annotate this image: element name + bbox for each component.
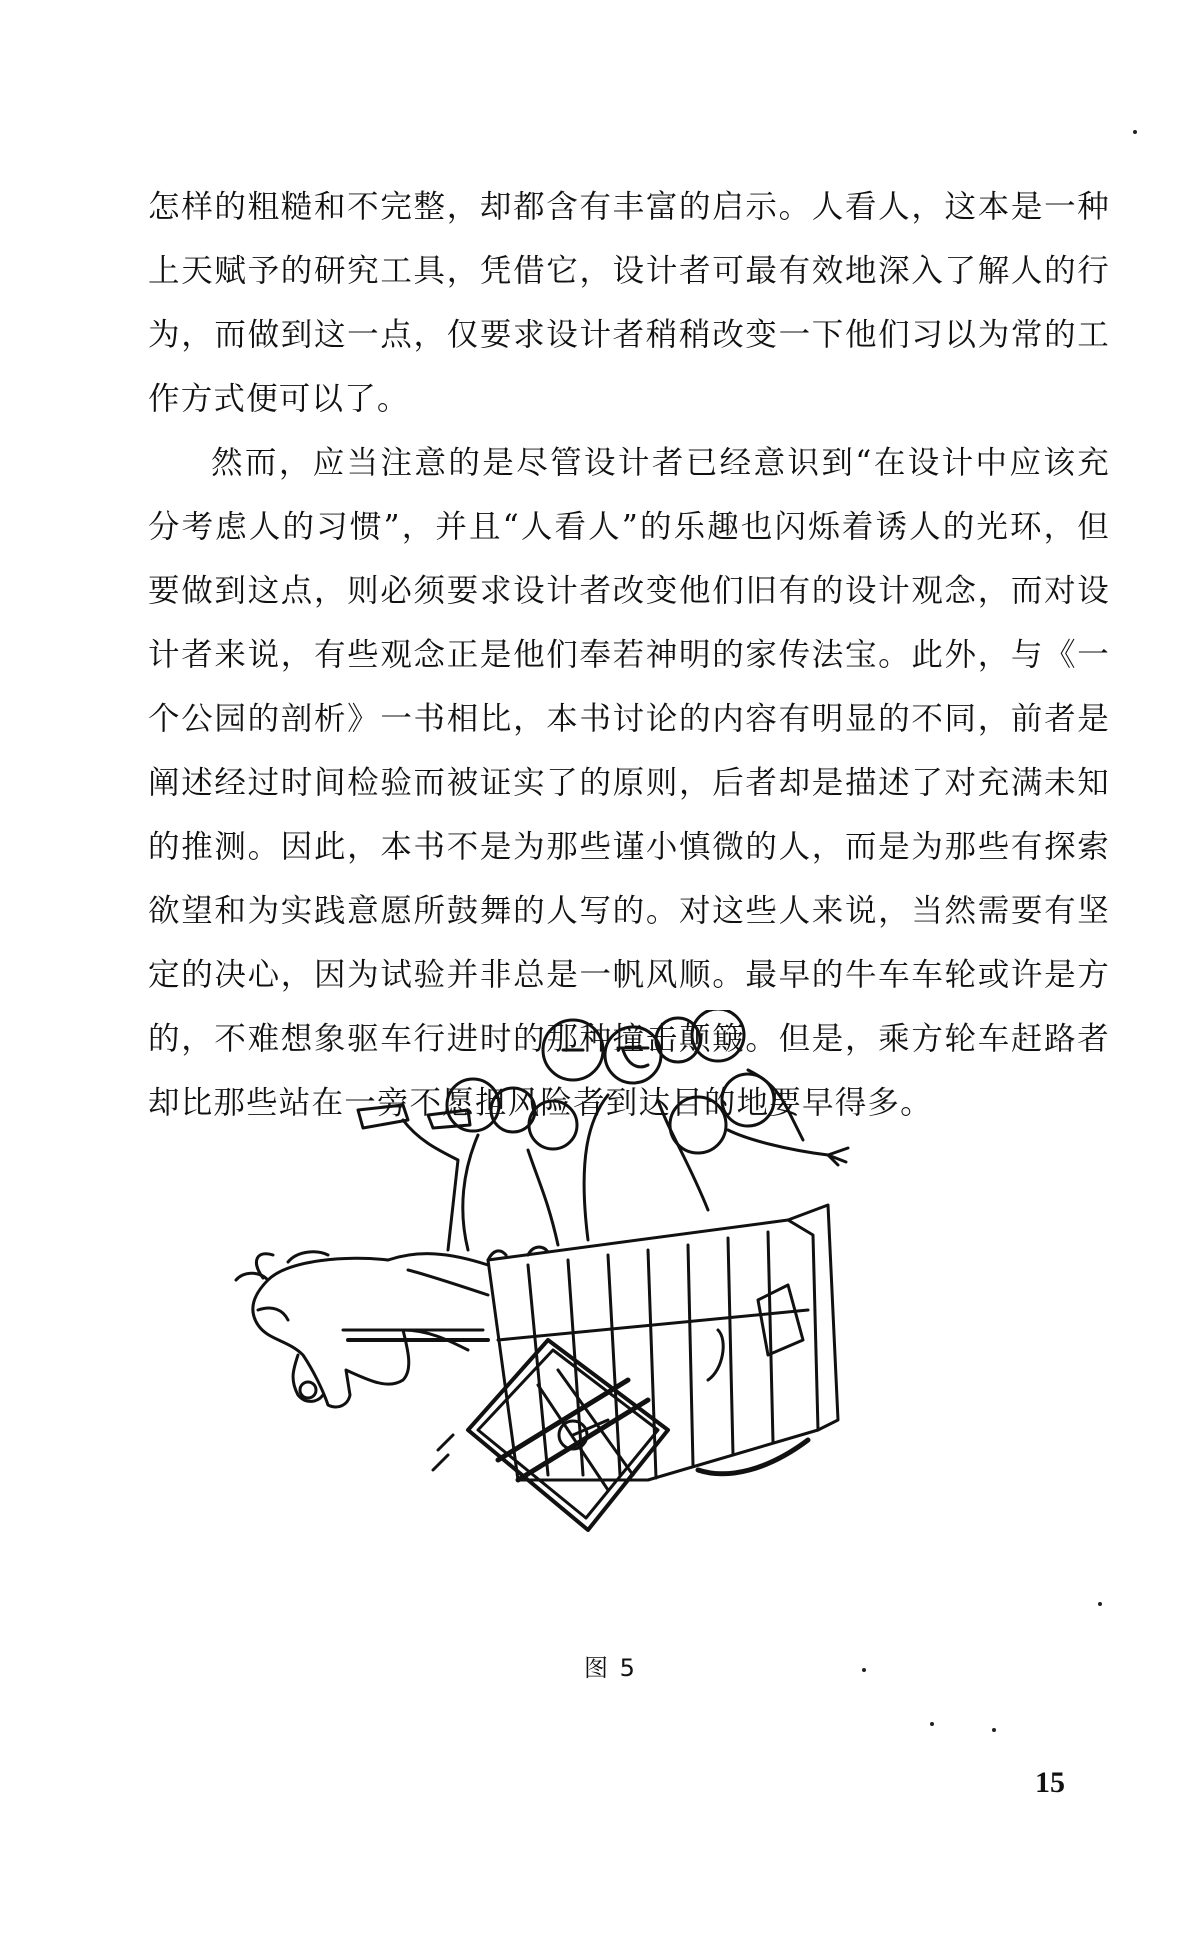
scan-speck bbox=[992, 1728, 996, 1732]
ox-figure bbox=[236, 1252, 488, 1407]
scan-speck bbox=[1133, 130, 1137, 134]
figure-caption: 图 5 bbox=[584, 1654, 637, 1682]
scan-speck bbox=[1098, 1602, 1102, 1606]
body-text bbox=[148, 175, 1110, 1135]
scan-speck bbox=[862, 1668, 866, 1672]
paragraph-main: 然而，应当注意的是尽管设计者已经意识到“在设计中应该充分考虑人的习惯”，并且“人看人”的乐趣也闪烁着诱人的光环，但要做到这点，则必须要求设计者改变他们旧有的设计观念，而对设计者来说，有些观念正是他们奉若神明的家传法宝。此外，与《一个公园的剖析》一书相比，本书讨论的内容有明显的不同，前者是阐述经过时间检验而被证实了的原则，后者却是描述了对充满未知的推测。因此，本书不是为那些谨小慎微的人，而是为那些有探索欲望和为实践意愿所鼓舞的人写的。对这些人来说，当然需要有坚定的决心，因为试验并非总是一帆风顺。最早的牛车车轮或许是方的，不难想象驱车行进时的那种撞击颠簸。但是，乘方轮车赶路者却比那些站在一旁不愿担风险者到达目的地要早得多。 bbox=[148, 445, 1110, 1121]
scan-speck bbox=[930, 1722, 934, 1726]
paragraph-continuation: 怎样的粗糙和不完整，却都含有丰富的启示。人看人，这本是一种上天赋予的研究工具，凭借它，设计者可最有效地深入了解人的行为，而做到这一点，仅要求设计者稍稍改变一下他们习以为常的工作方式便可以了。 bbox=[148, 189, 1110, 417]
ox-cart-with-square-wheel-illustration bbox=[228, 1010, 1078, 1630]
page-number: 15 bbox=[1035, 1766, 1065, 1799]
square-wheel bbox=[433, 1340, 668, 1530]
